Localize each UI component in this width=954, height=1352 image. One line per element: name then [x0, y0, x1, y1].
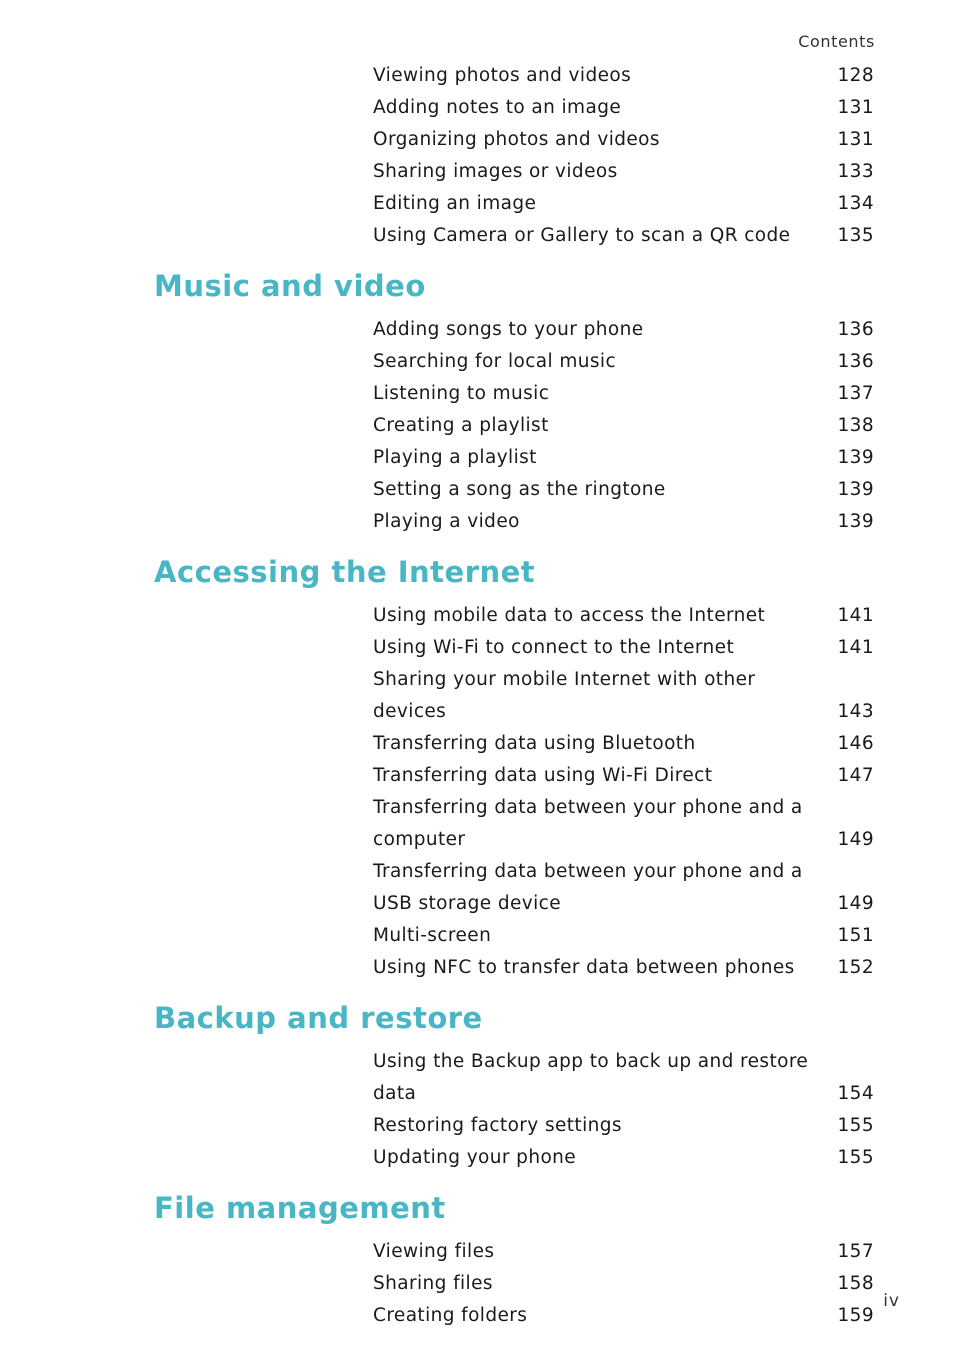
section-title: Backup and restore: [154, 1001, 483, 1035]
toc-entry[interactable]: [373, 156, 874, 188]
toc-entry-list: [0, 314, 954, 538]
toc-entry[interactable]: [373, 92, 874, 124]
toc-entry[interactable]: [373, 378, 874, 410]
toc-entry-label: Using Camera or Gallery to scan a QR code: [373, 225, 791, 246]
toc-entry-label: Listening to music: [373, 383, 550, 404]
toc-entry-label: Organizing photos and videos: [373, 129, 660, 150]
toc-entry[interactable]: [373, 1236, 874, 1268]
toc-entry-page: 155: [837, 1115, 874, 1136]
toc-entry[interactable]: [373, 220, 874, 252]
toc-entry-list: [0, 600, 954, 984]
toc-entry-label: Sharing files: [373, 1273, 493, 1294]
toc-entry-label: Setting a song as the ringtone: [373, 479, 666, 500]
toc-entry-page: 131: [837, 129, 874, 150]
toc-entry-page: 141: [837, 637, 874, 658]
toc-entry-page: 155: [837, 1147, 874, 1168]
toc-entry-page: 149: [837, 829, 874, 850]
toc-entry-page: 136: [837, 351, 874, 372]
toc-entry-label: Transferring data between your phone and a computer: [373, 797, 803, 850]
toc-entry-label: Playing a playlist: [373, 447, 537, 468]
toc-entry-label: Using the Backup app to back up and restore data: [373, 1051, 809, 1104]
toc-entry[interactable]: [373, 346, 874, 378]
toc-entry-page: 139: [837, 447, 874, 468]
toc-entry[interactable]: [373, 728, 874, 760]
toc-entry[interactable]: [373, 188, 874, 220]
section-title: Accessing the Internet: [154, 555, 536, 589]
toc-entry-list: [0, 1236, 954, 1332]
toc-entry-page: 135: [837, 225, 874, 246]
toc-entry[interactable]: [373, 60, 874, 92]
toc-entry[interactable]: [373, 506, 874, 538]
page-number: iv: [883, 1291, 900, 1311]
toc-entry-page: 141: [837, 605, 874, 626]
toc-section: [0, 538, 954, 984]
toc-section: [0, 984, 954, 1174]
toc-entry-label: Sharing your mobile Internet with other devices: [373, 669, 756, 722]
toc-entry-page: 143: [837, 701, 874, 722]
toc-entry[interactable]: [373, 1268, 874, 1300]
toc-entry[interactable]: [373, 314, 874, 346]
toc-entry-page: 136: [837, 319, 874, 340]
toc-entry[interactable]: [373, 600, 874, 632]
toc-entry-page: 139: [837, 479, 874, 500]
toc-entry-page: 157: [837, 1241, 874, 1262]
toc-entry[interactable]: [373, 1046, 874, 1110]
section-title: File management: [154, 1191, 446, 1225]
toc-entry-label: Searching for local music: [373, 351, 617, 372]
toc-entry-page: 158: [837, 1273, 874, 1294]
toc-entry[interactable]: [373, 124, 874, 156]
toc-entry-label: Multi-screen: [373, 925, 492, 946]
toc-entry-list: [0, 60, 954, 252]
toc-entry-list: [0, 1046, 954, 1174]
toc-entry[interactable]: [373, 474, 874, 506]
toc-entry[interactable]: [373, 410, 874, 442]
toc-entry-label: Using mobile data to access the Internet: [373, 605, 766, 626]
toc-entry-label: Transferring data using Wi-Fi Direct: [373, 765, 713, 786]
toc-entry-page: 149: [837, 893, 874, 914]
toc-entry-label: Playing a video: [373, 511, 520, 532]
toc-entry-page: 152: [837, 957, 874, 978]
toc-section: [0, 1174, 954, 1332]
toc-entry-label: Viewing photos and videos: [373, 65, 632, 86]
toc-entry[interactable]: [373, 1110, 874, 1142]
toc-entry-page: 128: [837, 65, 874, 86]
section-title: Music and video: [154, 269, 426, 303]
table-of-contents: [0, 60, 954, 1332]
toc-entry[interactable]: [373, 632, 874, 664]
toc-entry-label: Using Wi-Fi to connect to the Internet: [373, 637, 735, 658]
toc-entry-label: Sharing images or videos: [373, 161, 618, 182]
toc-section: [0, 252, 954, 538]
toc-entry-label: Restoring factory settings: [373, 1115, 622, 1136]
toc-entry-page: 134: [837, 193, 874, 214]
toc-entry[interactable]: [373, 952, 874, 984]
toc-entry-label: Adding songs to your phone: [373, 319, 644, 340]
toc-entry[interactable]: [373, 856, 874, 920]
toc-entry-label: Adding notes to an image: [373, 97, 622, 118]
toc-entry-label: Viewing files: [373, 1241, 495, 1262]
toc-entry[interactable]: [373, 664, 874, 728]
toc-entry-label: Creating a playlist: [373, 415, 549, 436]
toc-entry-page: 131: [837, 97, 874, 118]
toc-entry-page: 133: [837, 161, 874, 182]
toc-section: [0, 60, 954, 252]
toc-entry[interactable]: [373, 920, 874, 952]
toc-entry-label: Transferring data using Bluetooth: [373, 733, 696, 754]
toc-entry-page: 138: [837, 415, 874, 436]
toc-entry[interactable]: [373, 442, 874, 474]
toc-entry-label: Transferring data between your phone and a USB storage device: [373, 861, 803, 914]
toc-entry-label: Creating folders: [373, 1305, 528, 1326]
toc-entry-page: 151: [837, 925, 874, 946]
toc-entry-label: Updating your phone: [373, 1147, 577, 1168]
toc-entry[interactable]: [373, 1300, 874, 1332]
toc-entry-page: 147: [837, 765, 874, 786]
toc-entry-page: 159: [837, 1305, 874, 1326]
toc-entry[interactable]: [373, 1142, 874, 1174]
toc-entry[interactable]: [373, 792, 874, 856]
toc-entry-page: 139: [837, 511, 874, 532]
toc-entry-page: 154: [837, 1083, 874, 1104]
toc-entry-page: 146: [837, 733, 874, 754]
toc-entry[interactable]: [373, 760, 874, 792]
running-header: Contents: [798, 32, 875, 51]
toc-entry-page: 137: [837, 383, 874, 404]
toc-entry-label: Using NFC to transfer data between phones: [373, 957, 795, 978]
toc-entry-label: Editing an image: [373, 193, 537, 214]
